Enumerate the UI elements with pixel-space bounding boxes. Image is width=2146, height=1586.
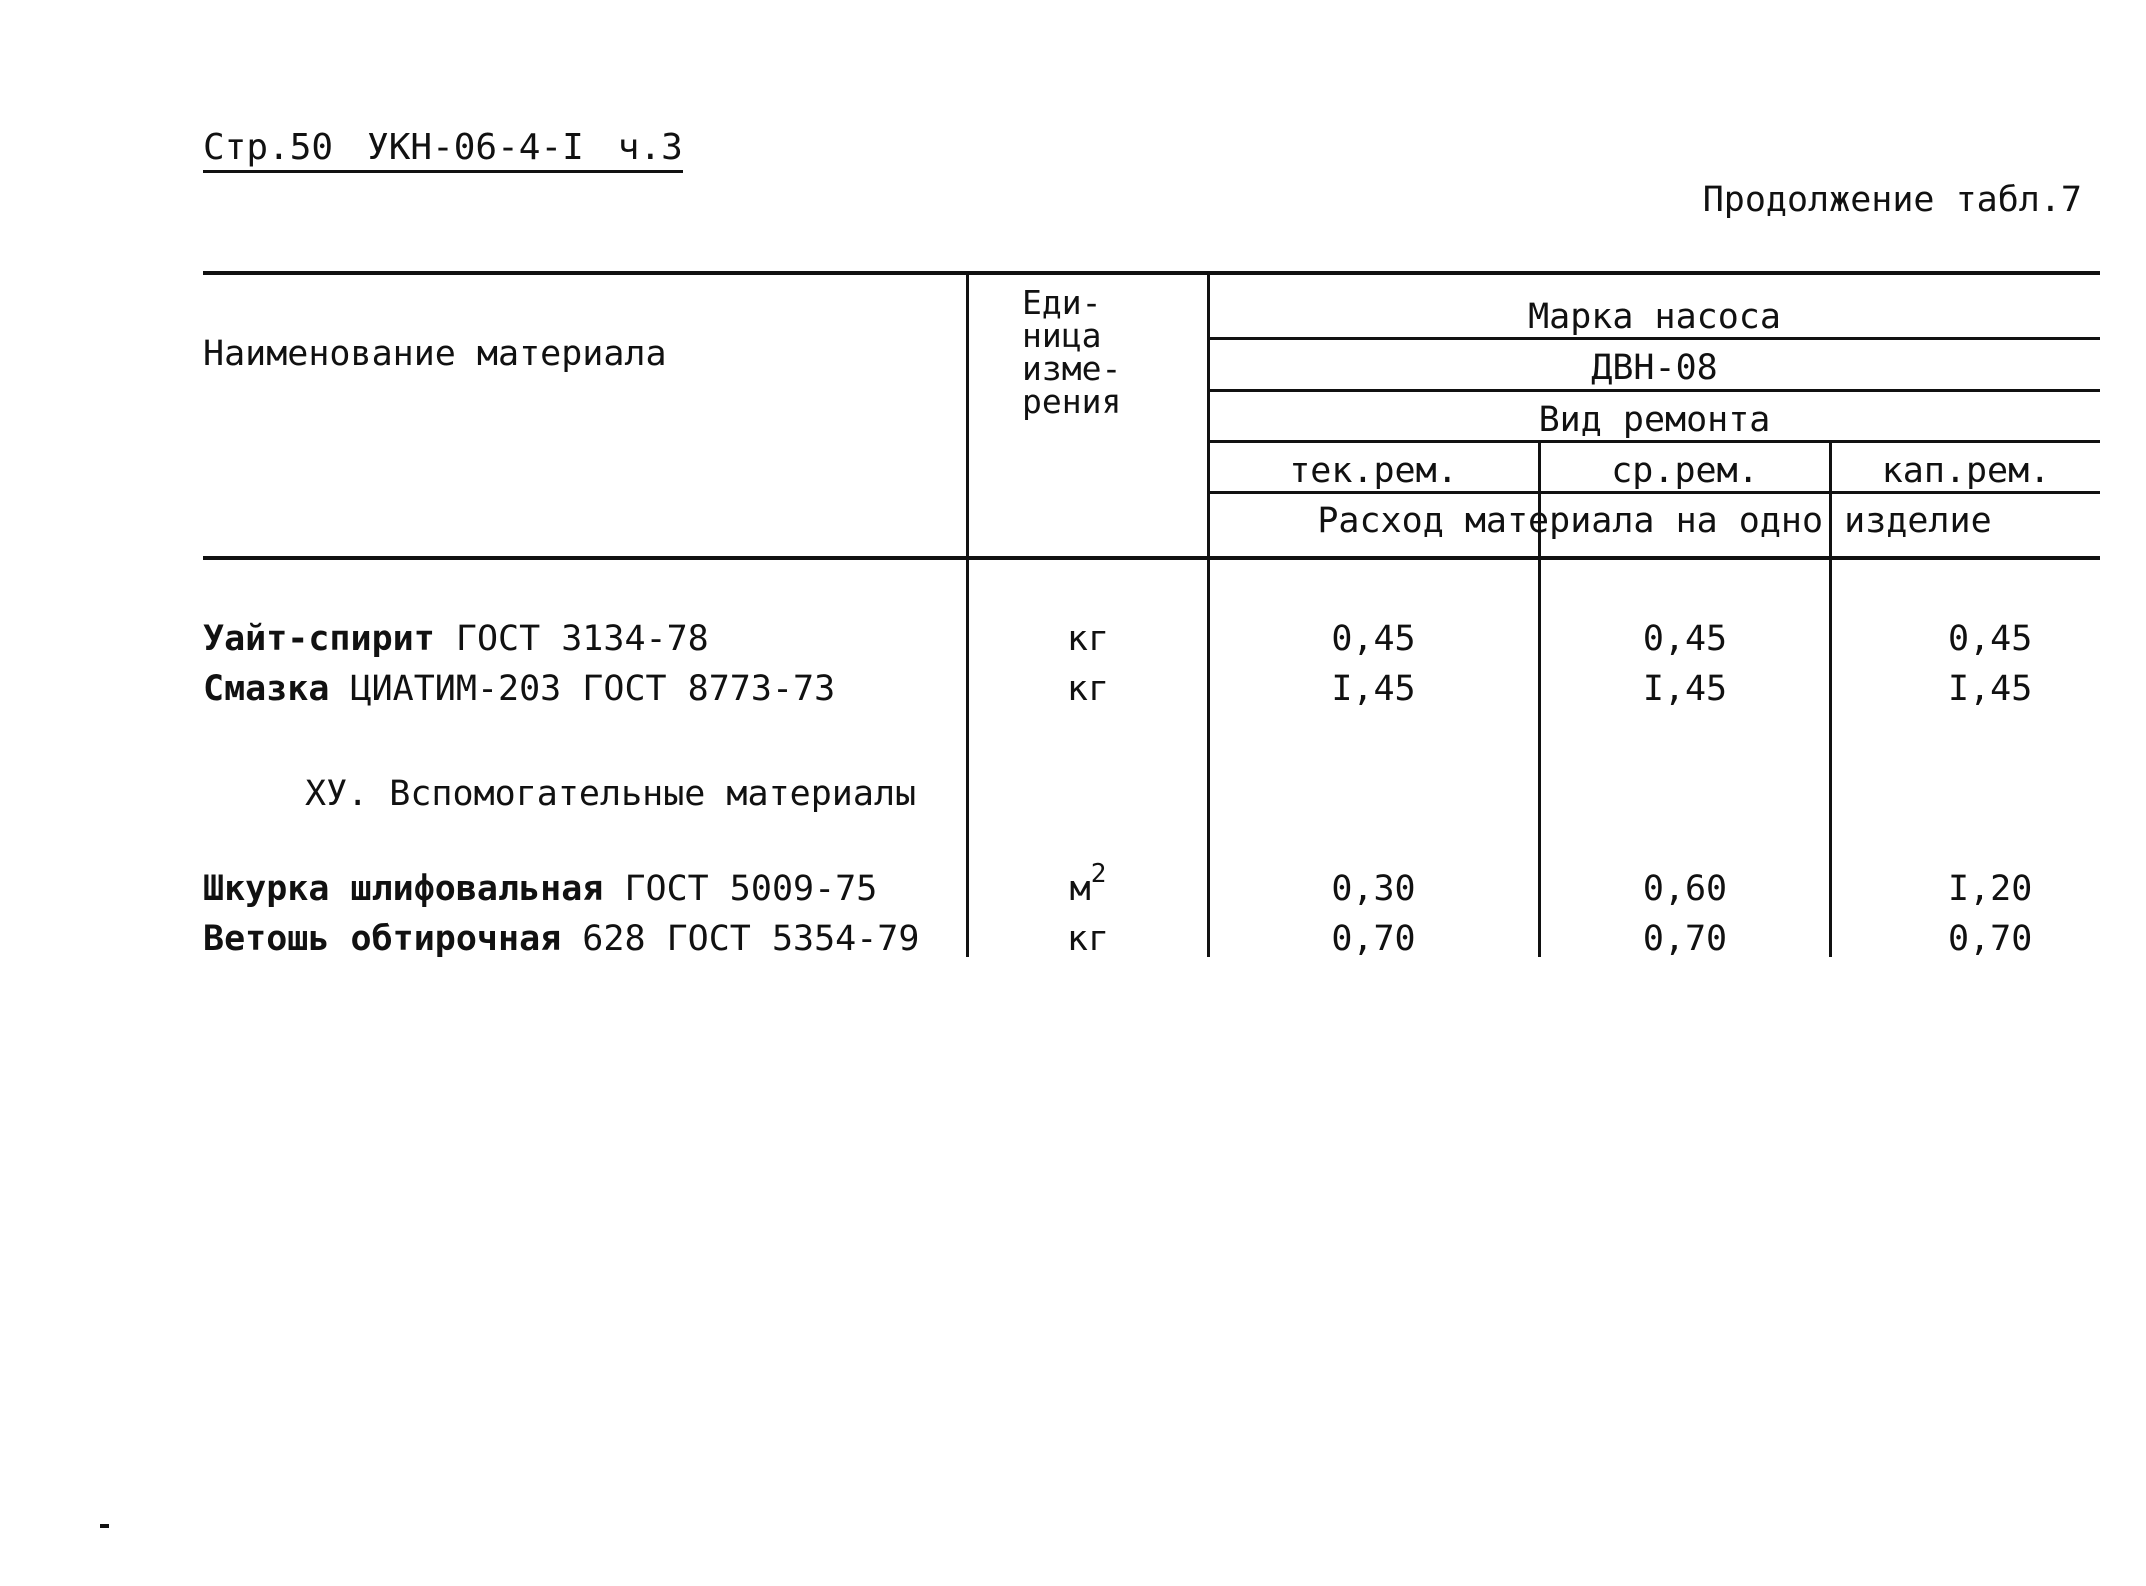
table-row-value-medium: I,45 bbox=[1642, 669, 1728, 709]
table-row-value-medium: 0,45 bbox=[1642, 619, 1728, 659]
table-row-unit: кг bbox=[1066, 619, 1110, 659]
repair-type-capital: кап.рем. bbox=[1881, 451, 2051, 491]
table-row-value-current: I,45 bbox=[1331, 669, 1416, 709]
table-row-value-medium: 0,60 bbox=[1642, 869, 1728, 909]
unit-header-line: ница bbox=[1022, 316, 1102, 355]
table-row-value-capital: I,45 bbox=[1948, 669, 2033, 709]
table-row-material-name bbox=[203, 920, 919, 958]
table-row-material-name bbox=[203, 620, 709, 658]
material-name-main: Шкурка шлифовальная bbox=[203, 869, 604, 909]
repair-type-medium: ср.рем. bbox=[1611, 451, 1759, 491]
table-row-unit: кг bbox=[1066, 669, 1110, 709]
unit-header-line: Еди- bbox=[1022, 283, 1102, 322]
column-header-unit bbox=[1022, 283, 1122, 421]
column-divider-unit bbox=[966, 271, 969, 957]
section-title: ХУ. Вспомогательные материалы bbox=[305, 774, 917, 814]
material-name-main: Ветошь обтирочная bbox=[203, 919, 562, 959]
table-row-value-current: 0,30 bbox=[1331, 869, 1416, 909]
consumption-label: Расход материала на одно изделие bbox=[1317, 501, 1992, 541]
pump-mark-label: Марка насоса bbox=[1528, 297, 1781, 337]
document-part: ч.3 bbox=[617, 127, 683, 168]
table-row-value-capital: 0,70 bbox=[1948, 919, 2033, 959]
material-name-standard: ЦИАТИМ-203 ГОСТ 8773-73 bbox=[329, 669, 836, 709]
table-row-value-capital: 0,45 bbox=[1948, 619, 2033, 659]
rule-under-pump-mark bbox=[1209, 337, 2100, 340]
material-name-standard: ГОСТ 3134-78 bbox=[434, 619, 709, 659]
scan-speck bbox=[100, 1524, 109, 1528]
rule-under-pump-model bbox=[1209, 389, 2100, 392]
page-number: Стр.50 bbox=[203, 127, 334, 168]
unit-symbol: м bbox=[1069, 869, 1091, 909]
document-code: УКН-06-4-I bbox=[367, 127, 584, 168]
table-row-material-name bbox=[203, 870, 877, 908]
material-name-main: Уайт-спирит bbox=[203, 619, 435, 659]
table-row-material-name bbox=[203, 670, 835, 708]
material-name-main: Смазка bbox=[203, 669, 330, 709]
table-top-rule bbox=[203, 271, 2100, 275]
material-name-standard: 628 ГОСТ 5354-79 bbox=[561, 919, 920, 959]
unit-header-line: рения bbox=[1022, 382, 1122, 421]
table-row-value-current: 0,70 bbox=[1331, 919, 1416, 959]
unit-header-line: изме- bbox=[1022, 349, 1122, 388]
pump-model: ДВН-08 bbox=[1591, 348, 1718, 388]
table-row-value-current: 0,45 bbox=[1331, 619, 1416, 659]
column-header-material-name: Наименование материала bbox=[203, 334, 667, 374]
table-header-bottom-rule bbox=[203, 556, 2100, 560]
table-row-unit bbox=[969, 859, 1207, 909]
rule-under-repair-kinds bbox=[1209, 491, 2100, 494]
material-name-standard: ГОСТ 5009-75 bbox=[603, 869, 878, 909]
table-continuation-label: Продолжение табл.7 bbox=[1702, 180, 2082, 220]
column-divider-body-2 bbox=[1829, 558, 1832, 957]
repair-type-label: Вид ремонта bbox=[1538, 400, 1771, 440]
rule-under-repair-type bbox=[1209, 440, 2100, 443]
table-row-value-medium: 0,70 bbox=[1642, 919, 1728, 959]
table-row-unit: кг bbox=[1066, 919, 1110, 959]
unit-exponent: 2 bbox=[1090, 859, 1107, 889]
table-row-value-capital: I,20 bbox=[1948, 869, 2033, 909]
repair-type-current: тек.рем. bbox=[1289, 451, 1458, 491]
page-header bbox=[203, 128, 683, 173]
